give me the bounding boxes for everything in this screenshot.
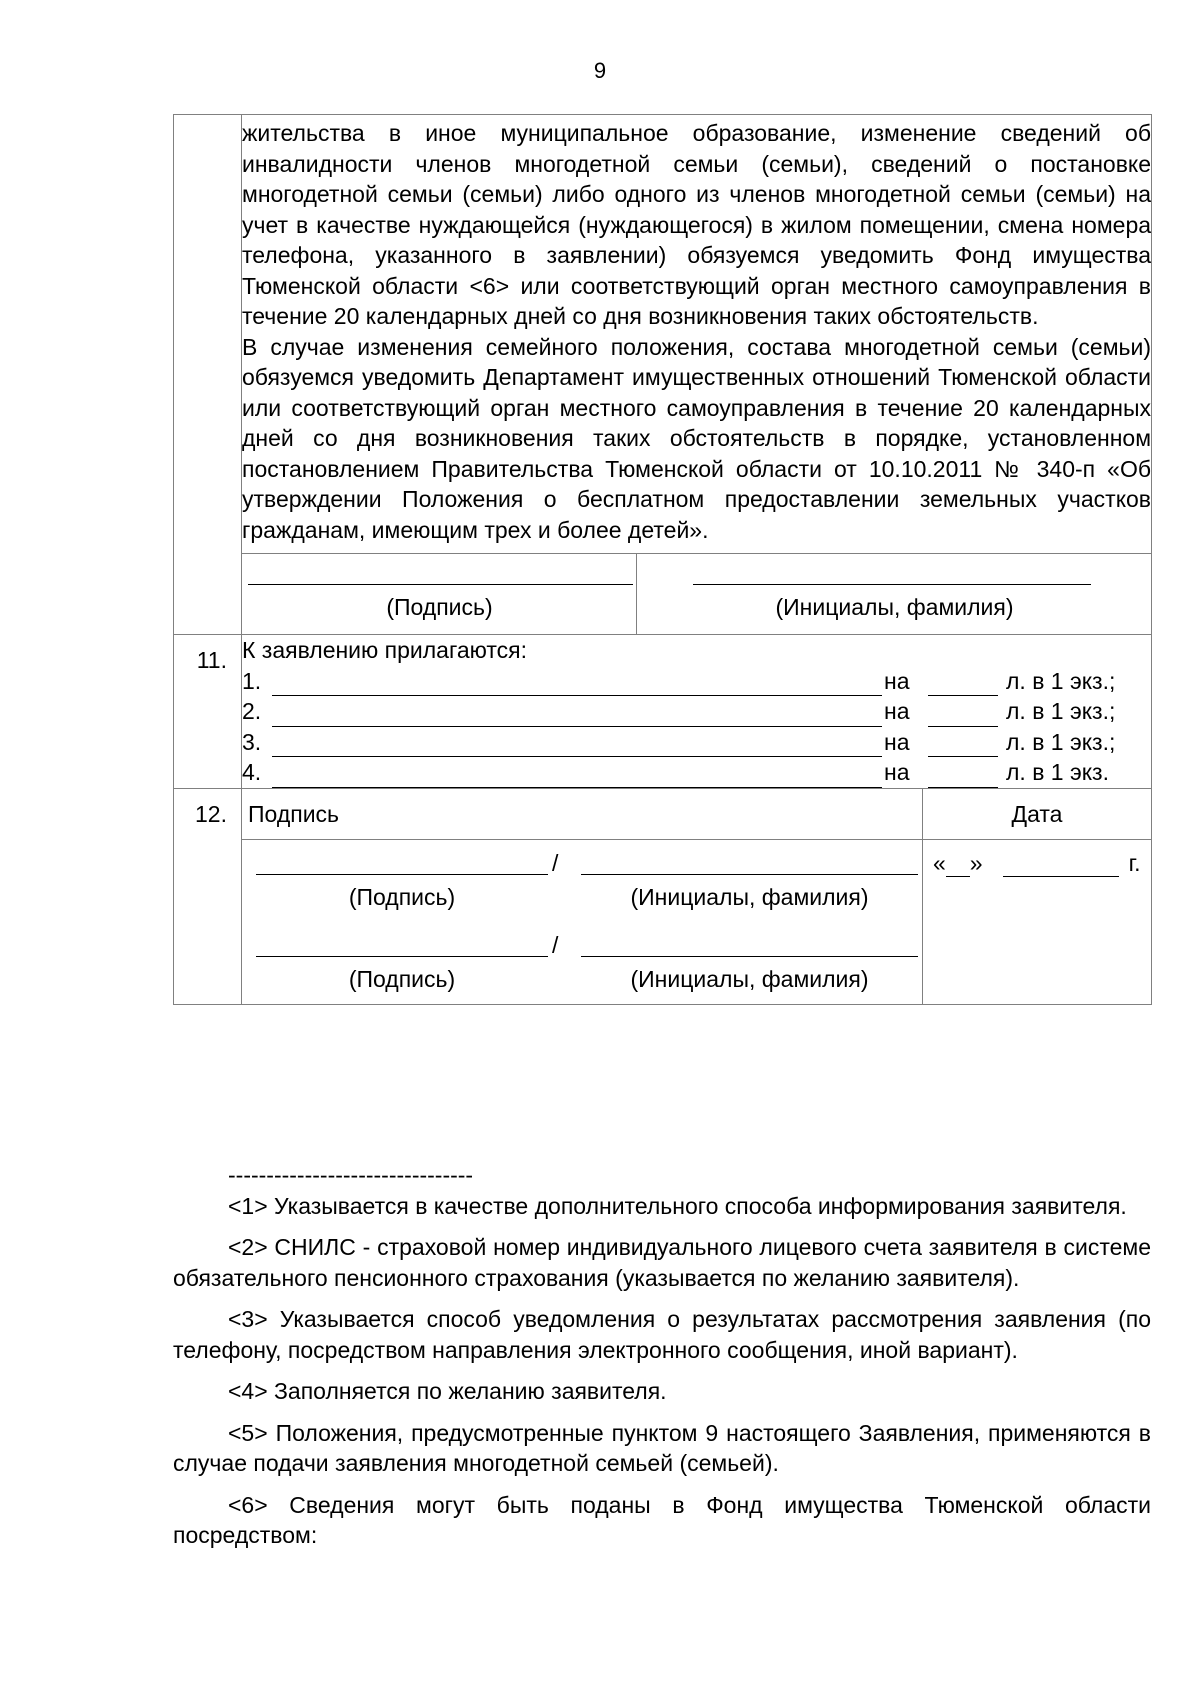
row-10-initials-cell	[637, 554, 1152, 635]
footnote-divider: --------------------------------	[228, 1162, 474, 1188]
attachment-name-field[interactable]	[272, 732, 882, 757]
footnote-6: <6> Сведения могут быть поданы в Фонд имущества Тюменской области посредством:	[173, 1491, 1151, 1548]
attachment-number: 2.	[242, 698, 262, 724]
month-year-field[interactable]	[1003, 854, 1119, 877]
notice-paragraph-1: жительства в иное муниципальное образование, изменение сведений об инвалидности членов многодетной семьи (семьи), сведений о постановке многодетной семьи (семьи) либо одного из членов многодетной семьи (семьи) на учет в качестве нуждающейся (нуждающегося) в жилом помещении, смена номера телефона, указанного в заявлении) обязуемся уведомить Фонд имущества Тюменской области <6> или соответствующий орган местного самоуправления в течение 20 календарных дней со дня возникновения таких обстоятельств.	[242, 120, 1152, 329]
footnotes	[173, 1160, 1151, 1562]
attachment-suffix: л. в 1 экз.;	[1006, 667, 1116, 694]
signature-caption-1: (Подпись)	[348, 883, 456, 910]
row-10-signature-cell	[242, 554, 637, 635]
footnote-1: <1> Указывается в качестве дополнительного способа информирования заявителя.	[228, 1192, 1127, 1219]
footnote-3: <3> Указывается способ уведомления о результатах рассмотрения заявления (по телефону, посредством направления электронного сообщения, иной вариант).	[173, 1306, 1151, 1363]
day-field[interactable]	[946, 854, 970, 877]
signature-line-2[interactable]	[256, 956, 548, 957]
signature-caption-2: (Подпись)	[348, 965, 456, 992]
signature-header-cell	[242, 788, 923, 839]
attachment-pages-field[interactable]	[928, 763, 998, 788]
initials-line[interactable]	[693, 584, 1091, 585]
attachment-suffix: л. в 1 экз.;	[1006, 698, 1116, 724]
attachment-name-field[interactable]	[272, 763, 882, 788]
application-form-table	[173, 114, 1152, 1005]
attachment-na-label: на	[884, 698, 910, 724]
date-field	[933, 850, 1141, 877]
attachment-na-label: на	[884, 728, 910, 755]
attachment-pages-field[interactable]	[928, 671, 998, 696]
attachment-number: 3.	[242, 728, 262, 755]
row-12-number-cell	[174, 788, 242, 1004]
attachments-cell	[242, 635, 1152, 789]
row-11-number-cell	[174, 635, 242, 789]
row-10-number-cell	[174, 115, 242, 635]
attachment-na-label: на	[884, 759, 910, 785]
row-10-text-cell	[242, 115, 1152, 554]
date-close-quote: »	[969, 849, 983, 876]
row-12-number: 12.	[195, 800, 227, 827]
attachment-number: 4.	[242, 759, 262, 785]
signatures-cell	[242, 839, 923, 1004]
date-header: Дата	[1011, 800, 1063, 827]
footnote-4: <4> Заполняется по желанию заявителя.	[228, 1378, 667, 1404]
row-10-signature	[174, 554, 1152, 635]
slash-2: /	[552, 931, 559, 958]
initials-line-1[interactable]	[581, 874, 918, 875]
attachment-item	[242, 666, 1151, 697]
initials-caption-1: (Инициалы, фамилия)	[630, 883, 869, 910]
attachment-pages-field[interactable]	[928, 732, 998, 757]
row-12-header	[174, 788, 1152, 839]
initials-line-2[interactable]	[581, 956, 918, 957]
row-10-text	[174, 115, 1152, 554]
attachment-pages-field[interactable]	[928, 702, 998, 727]
attachment-na-label: на	[884, 667, 910, 694]
signature-line-1[interactable]	[256, 874, 548, 875]
footnote-5: <5> Положения, предусмотренные пунктом 9 настоящего Заявления, применяются в случае подачи заявления многодетной семьей (семьей).	[173, 1419, 1151, 1476]
attachment-item	[242, 727, 1151, 758]
signature-header: Подпись	[248, 800, 340, 827]
attachment-number: 1.	[242, 667, 262, 694]
notice-paragraph-2: В случае изменения семейного положения, состава многодетной семьи (семьи) обязуемся уведомить Департамент имущественных отношений Тюменской области или соответствующий орган местного самоуправления в течение 20 календарных дней со дня возникновения таких обстоятельств в порядке, установленном постановлением Правительства Тюменской области от 10.10.2011 № 340-п «Об утверждении Положения о бесплатном предоставлении земельных участков гражданам, имеющим трех и более детей».	[242, 333, 1152, 543]
footnote-2: <2> СНИЛС - страховой номер индивидуального лицевого счета заявителя в системе обязательного пенсионного страхования (указывается по желанию заявителя).	[173, 1234, 1151, 1291]
attachments-title: К заявлению прилагаются:	[242, 637, 528, 663]
date-cell	[923, 839, 1152, 1004]
attachment-name-field[interactable]	[272, 702, 882, 727]
row-11	[174, 635, 1152, 789]
page-number: 9	[593, 58, 607, 83]
attachment-suffix: л. в 1 экз.;	[1006, 728, 1116, 755]
initials-caption: (Инициалы, фамилия)	[775, 594, 1014, 620]
signature-line[interactable]	[248, 584, 633, 585]
slash-1: /	[552, 849, 559, 876]
attachment-item	[242, 757, 1151, 788]
row-11-number: 11.	[196, 647, 227, 673]
date-header-cell	[923, 788, 1152, 839]
initials-caption-2: (Инициалы, фамилия)	[630, 965, 869, 992]
signature-caption: (Подпись)	[386, 594, 493, 620]
row-12-signatures	[174, 839, 1152, 1004]
year-suffix: г.	[1128, 849, 1141, 876]
attachment-item	[242, 696, 1151, 727]
attachment-suffix: л. в 1 экз.	[1006, 759, 1109, 785]
date-open-quote: «	[933, 849, 946, 876]
attachment-name-field[interactable]	[272, 671, 882, 696]
